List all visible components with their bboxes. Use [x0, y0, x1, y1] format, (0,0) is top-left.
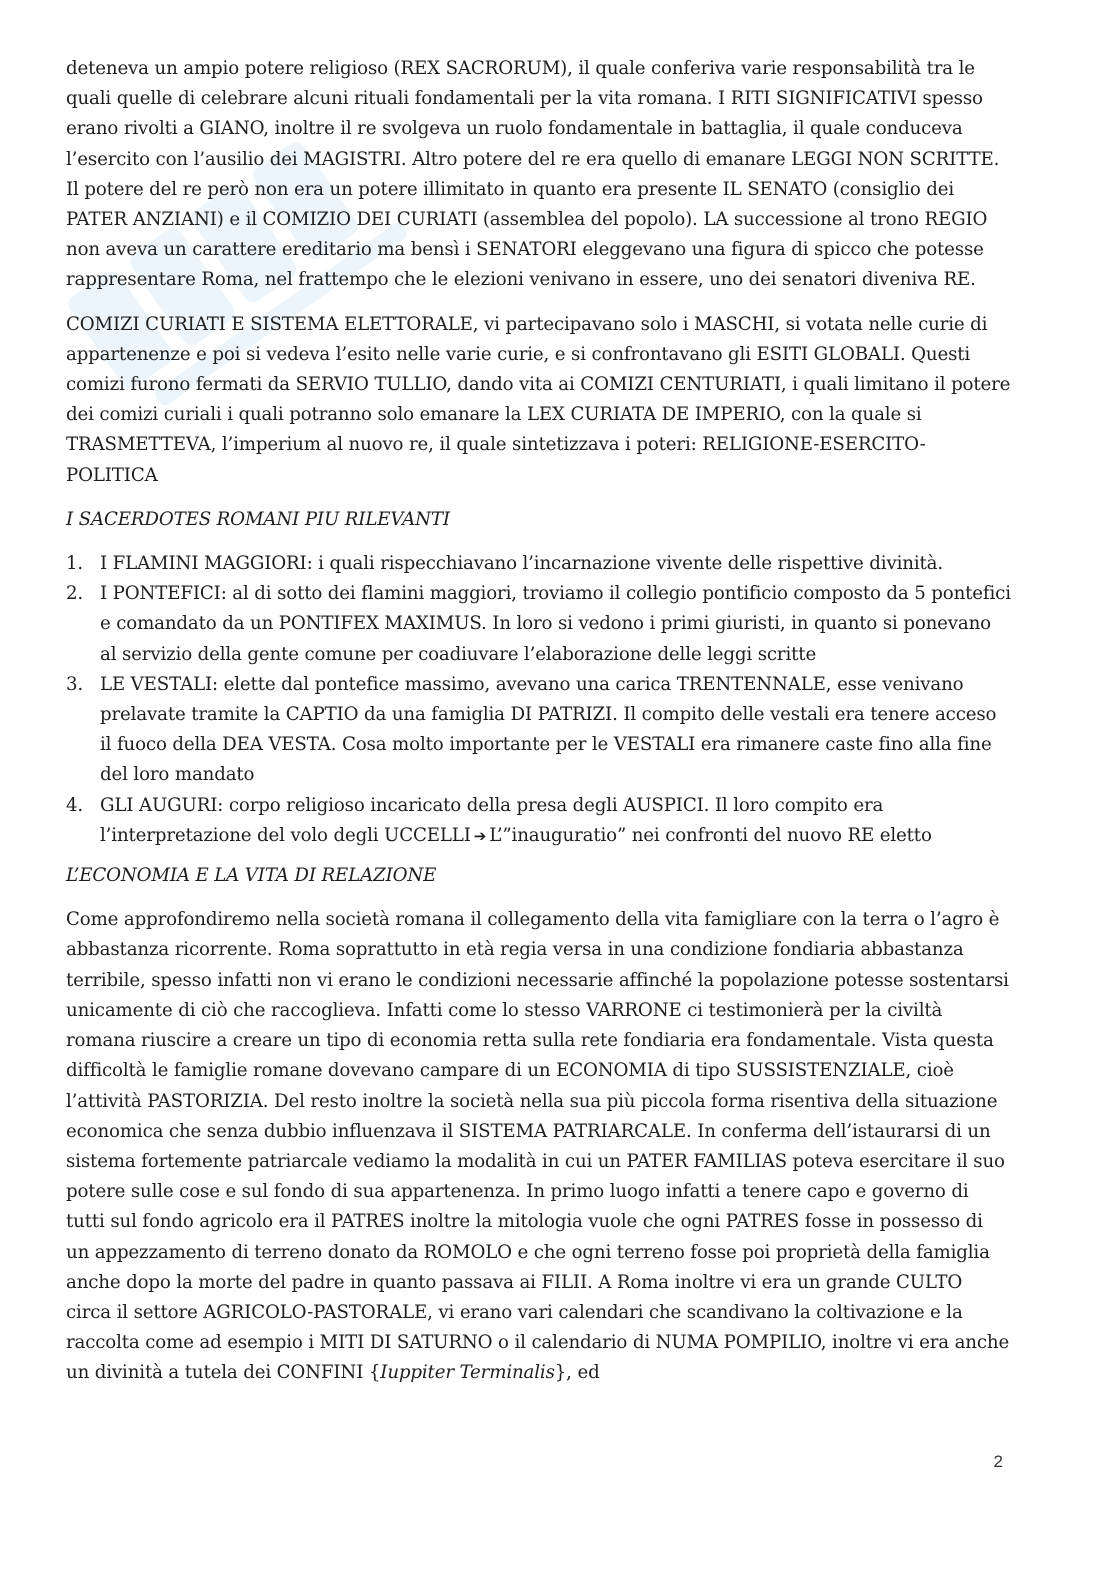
paragraph-rex-sacrorum: deteneva un ampio potere religioso (REX SACRORUM), il quale conferiva varie responsabilità tra le quali quelle di celebrare alcuni rituali fondamentali per la vita romana. I RITI SIGNIFICATIVI spesso erano rivolti a GIANO, inoltre il re svolgeva un ruolo fondamentale in battaglia, il quale conduceva l’esercito con l’ausilio dei MAGISTRI. Altro potere del re era quello di emanare LEGGI NON SCRITTE. Il potere del re però non era un potere illimitato in quanto era presente IL SENATO (consiglio dei PATER ANZIANI) e il COMIZIO DEI CURIATI (assemblea del popolo). LA successione al trono REGIO non aveva un carattere ereditario ma bensì i SENATORI eleggevano una figura di spicco che potesse rappresentare Roma, nel frattempo che le elezioni venivano in essere, uno dei senatori diveniva RE. [66, 58, 1000, 291]
section-heading-sacerdotes: I SACERDOTES ROMANI PIU RILEVANTI [66, 508, 450, 530]
list-item [66, 579, 1011, 670]
list-item-text: I FLAMINI MAGGIORI: i quali rispecchiavano l’incarnazione vivente delle rispettive divinità. [100, 553, 943, 575]
list-item-number: 1. [66, 553, 84, 575]
paragraph-economia-text: Come approfondiremo nella società romana il collegamento della vita famigliare con la terra o l’agro è abbastanza ricorrente. Roma soprattutto in età regia versa in una condizione fondiaria abbastanza terribile, spesso infatti non vi erano le condizioni necessarie affinché la popolazione potesse sostentarsi unicamente di ciò che raccoglieva. Infatti come lo stesso VARRONE ci testimonierà per la civiltà romana riuscire a creare un tipo di economia retta sulla rete fondiaria era fondamentale. Vista questa difficoltà le famiglie romane dovevano campare di un ECONOMIA di tipo SUSSISTENZIALE, cioè l’attività PASTORIZIA. Del resto inoltre la società nella sua più piccola forma risentiva della situazione economica che senza dubbio influenzava il SISTEMA PATRIARCALE. In conferma dell’istaurarsi di un sistema fortemente patriarcale vediamo la modalità in cui un PATER FAMILIAS poteva esercitare il suo potere sulle cose e sul fondo di sua appartenenza. In primo luogo infatti a tenere capo e governo di tutti sul fondo agricolo era il PATRES inoltre la mitologia vuole che ogni PATRES fosse in possesso di un appezzamento di terreno donato da ROMOLO e che ogni terreno fosse poi proprietà della famiglia anche dopo la morte del padre in quanto passava ai FILII. A Roma inoltre vi era un grande CULTO circa il settore AGRICOLO-PASTORALE, vi erano vari calendari che scandivano la coltivazione e la raccolta come ad esempio i MITI DI SATURNO o il calendario di NUMA POMPILIO, inoltre vi era anche un divinità a tutela dei CONFINI { [66, 909, 1010, 1384]
paragraph-economia-end: }, ed [554, 1362, 600, 1384]
document-page [66, 54, 1011, 1403]
sacerdotes-list [66, 549, 1011, 851]
list-item-number: 2. [66, 583, 84, 605]
list-item-text: LE VESTALI: elette dal pontefice massimo, avevano una carica TRENTENNALE, esse venivano prelavate tramite la CAPTIO da una famiglia DI PATRIZI. Il compito delle vestali era tenere acceso il fuoco della DEA VESTA. Cosa molto importante per le VESTALI era rimanere caste fino alla fine del loro mandato [100, 673, 997, 786]
italic-term: Iuppiter Terminalis [380, 1362, 555, 1384]
paragraph-comizi-curiati: COMIZI CURIATI E SISTEMA ELETTORALE, vi partecipavano solo i MASCHI, si votata nelle curie di appartenenze e poi si vedeva l’esito nelle varie curie, e si confrontavano gli ESITI GLOBALI. Questi comizi furono fermati da SERVIO TULLIO, dando vita ai COMIZI CENTURIATI, i quali limitano il potere dei comizi curiali i quali potranno solo emanare la LEX CURIATA DE IMPERIO, con la quale si TRASMETTEVA, l’imperium al nuovo re, il quale sintetizzava i poteri: RELIGIONE-ESERCITO-POLITICA [66, 313, 1011, 486]
list-item-number: 3. [66, 673, 84, 695]
list-item-text: GLI AUGURI: corpo religioso incaricato della presa degli AUSPICI. Il loro compito era l’interpretazione del volo degli UCCELLI [100, 794, 884, 846]
section-heading-economia: L’ECONOMIA E LA VITA DI RELAZIONE [66, 865, 437, 887]
list-item-text-continued: L’”inauguratio” nei confronti del nuovo RE eletto [489, 824, 932, 846]
list-item-text: I PONTEFICI: al di sotto dei flamini maggiori, troviamo il collegio pontificio composto da 5 pontefici e comandato da un PONTIFEX MAXIMUS. In loro si vedono i primi giuristi, in quanto si ponevano al servizio della gente comune per coadiuvare l’elaborazione delle leggi scritte [100, 583, 1011, 665]
arrow-right-icon: ➔ [473, 826, 487, 845]
list-item [66, 549, 1011, 579]
list-item [66, 670, 1011, 791]
paragraph-economia [66, 905, 1011, 1388]
list-item [66, 791, 1011, 851]
page-number: 2 [993, 1452, 1003, 1471]
list-item-number: 4. [66, 794, 84, 816]
